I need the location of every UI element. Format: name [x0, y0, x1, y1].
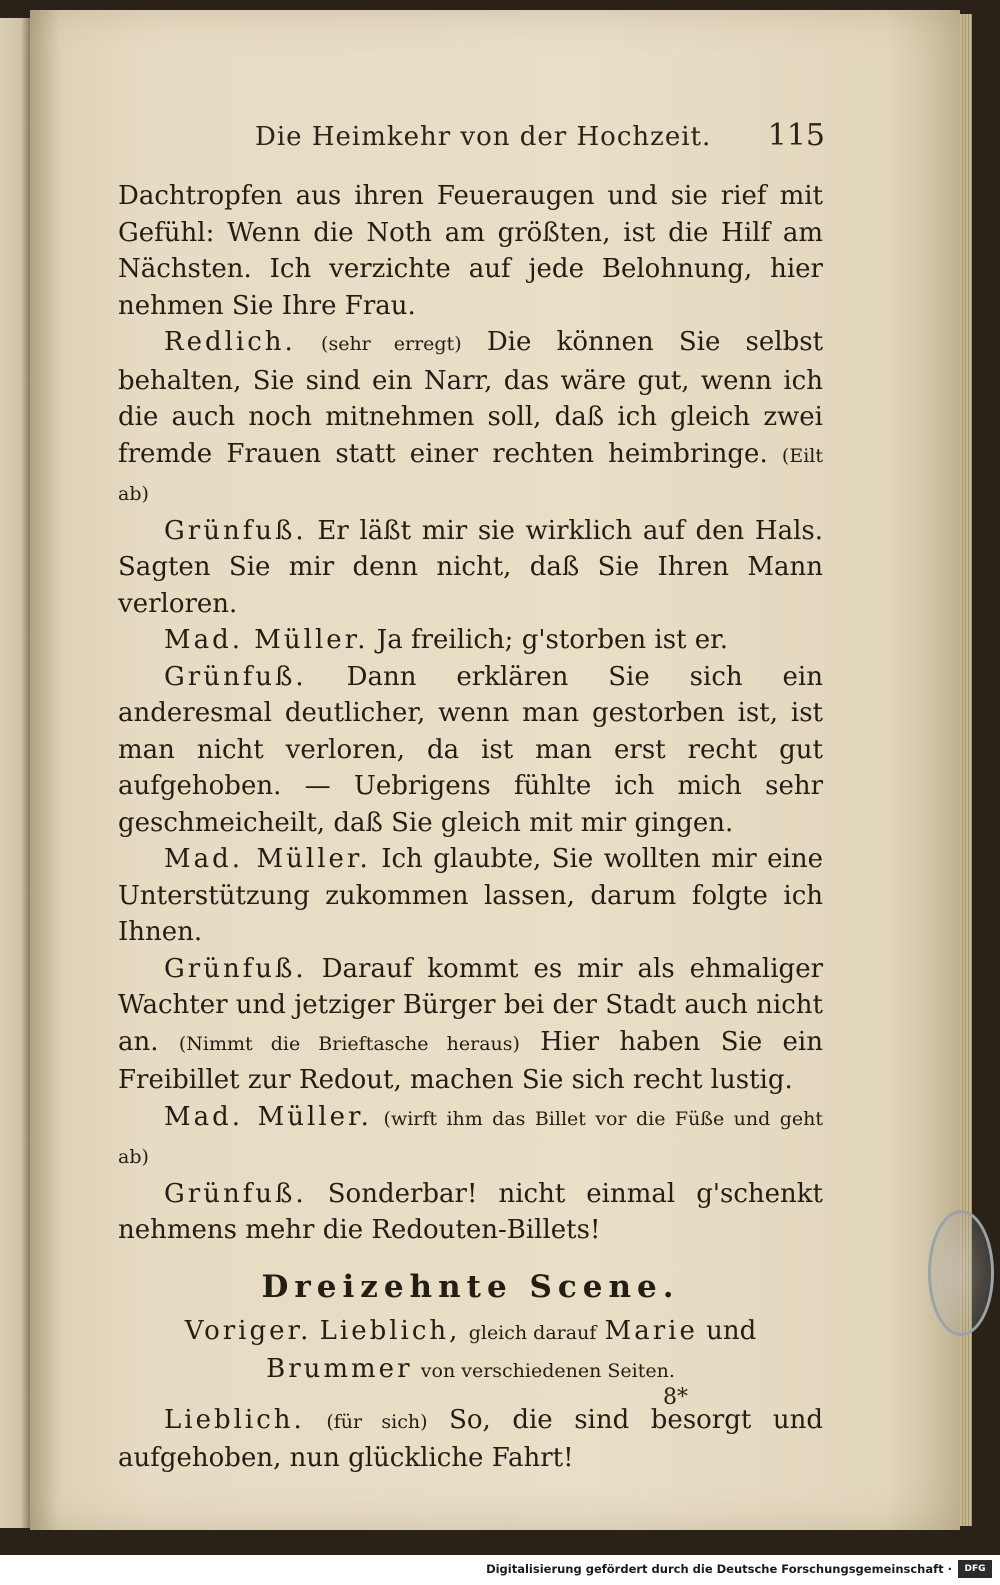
- dialogue: Dann erklären Sie sich ein anderesmal deutlicher, wenn man gestorben ist, ist man nicht verloren, da ist man erst recht gut aufgehoben. — Uebrigens fühlte ich mich sehr geschmeicheilt, daß Sie gleich mit mir gingen.: [118, 661, 823, 838]
- dialogue: Hier haben Sie ein Freibillet zur Redout, machen Sie sich recht lustig.: [118, 1026, 823, 1095]
- paragraph-8: [118, 1099, 823, 1176]
- dialogue: So, die sind besorgt und aufgehoben, nun glückliche Fahrt!: [118, 1404, 823, 1473]
- speaker-name: Mad. Müller.: [164, 625, 369, 655]
- spacer: [118, 1390, 823, 1402]
- cast-note: von verschiedenen Seiten.: [420, 1360, 675, 1382]
- speaker-name: Grünfuß.: [164, 1178, 307, 1209]
- stage-direction: (Eilt ab): [118, 444, 823, 505]
- paragraph-1: Dachtropfen aus ihren Feueraugen und sie rief mit Gefühl: Wenn die Noth am größten, ist die Hilf am Nächsten. Ich verzichte auf jede Belohnung, hier nehmen Sie Ihre Frau.: [118, 181, 823, 321]
- cast-name: Marie: [604, 1315, 698, 1346]
- stage-direction: (wirft ihm das Billet vor die Füße und geht ab): [118, 1107, 823, 1168]
- paragraph-5: [118, 659, 823, 842]
- dialogue: Er läßt mir sie wirklich auf den Hals. Sagten Sie mir denn nicht, daß Sie Ihren Mann verloren.: [118, 515, 823, 619]
- speaker-name: Mad. Müller.: [164, 1101, 372, 1132]
- cast-name: Voriger.: [184, 1315, 312, 1346]
- stage-direction: (für sich): [326, 1410, 428, 1433]
- scene-title: Dreizehnte Scene.: [261, 1268, 680, 1305]
- paragraph-10: [118, 1402, 823, 1477]
- speaker-name: Grünfuß.: [164, 953, 307, 984]
- speaker-name: Redlich.: [164, 327, 296, 357]
- paragraph-3: [118, 513, 823, 623]
- running-title: Die Heimkehr von der Hochzeit.: [255, 122, 712, 152]
- speaker-name: Grünfuß.: [164, 515, 307, 546]
- footer-bar: [0, 1555, 1000, 1585]
- cast-note: und: [706, 1315, 757, 1346]
- cast-name: Lieblich,: [319, 1315, 461, 1346]
- dfg-logo: DFG: [958, 1560, 992, 1578]
- paragraph-7: [118, 951, 823, 1099]
- signature-mark: 8*: [663, 1385, 688, 1410]
- body-text: [118, 178, 823, 1477]
- page-number: 115: [767, 118, 825, 153]
- scene-cast: [118, 1313, 823, 1352]
- speaker-name: Mad. Müller.: [164, 844, 371, 874]
- cast-note: gleich darauf: [468, 1321, 597, 1344]
- speaker-name: Grünfuß.: [164, 661, 307, 692]
- left-page-edge: [0, 18, 30, 1528]
- cast-name: Brummer: [266, 1354, 413, 1384]
- speaker-name: Lieblich.: [164, 1404, 305, 1435]
- paragraph-4: [118, 622, 823, 659]
- stage-direction: (sehr erregt): [321, 333, 462, 355]
- dialogue: Sonderbar! nicht einmal g'schenkt nehmens mehr die Redouten-Billets!: [118, 1178, 824, 1245]
- stage-direction: (Nimmt die Brieftasche heraus): [178, 1032, 520, 1055]
- page-clip: [928, 1210, 994, 1336]
- paragraph-2: [118, 324, 823, 513]
- dialogue: Die können Sie selbst behalten, Sie sind ein Narr, das wäre gut, wenn ich die auch noch mitnehmen soll, daß ich gleich zwei fremde Frauen statt einer rechten heimbringe.: [118, 327, 824, 469]
- paragraph-9: [118, 1176, 823, 1249]
- dialogue: Ich glaubte, Sie wollten mir eine Unterstützung zukommen lassen, darum folgte ich Ihnen.: [118, 844, 823, 947]
- page-header: [255, 118, 825, 158]
- dialogue: Ja freilich; g'storben ist er.: [376, 625, 728, 655]
- paragraph-6: [118, 841, 823, 951]
- footer-credit: Digitalisierung gefördert durch die Deutsche Forschungsgemeinschaft ·: [486, 1562, 952, 1576]
- dialogue: Darauf kommt es mir als ehmaliger Wachter und jetziger Bürger bei der Stadt auch nicht an.: [118, 953, 824, 1057]
- scene-cast-line-2: [118, 1351, 823, 1390]
